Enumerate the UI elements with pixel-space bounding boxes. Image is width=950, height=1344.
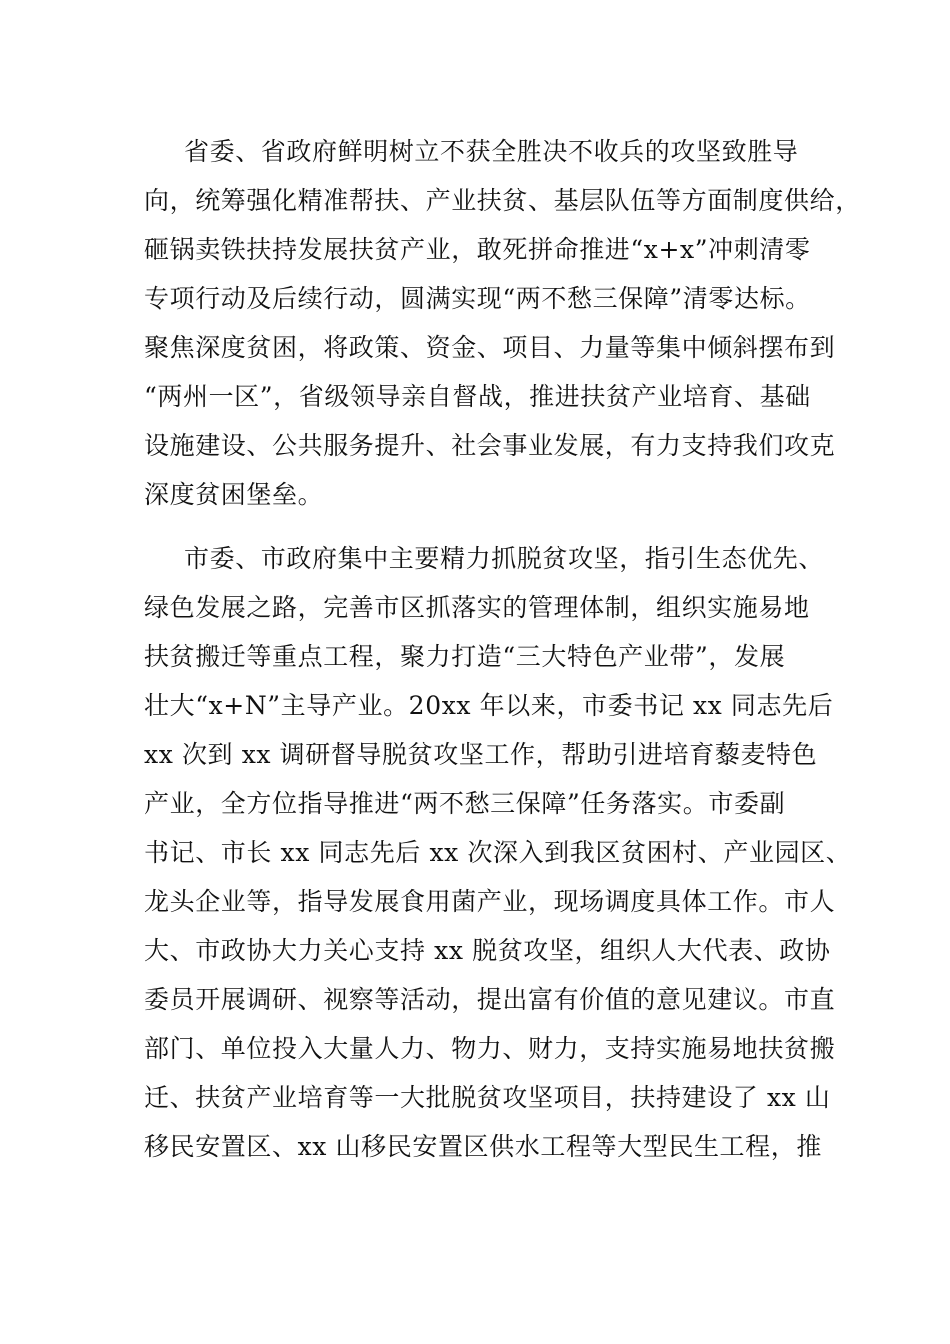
text-line: 市委、市政府集中主要精力抓脱贫攻坚，指引生态优先、 [184, 544, 825, 573]
text-line: xx 次到 xx 调研督导脱贫攻坚工作，帮助引进培育藜麦特色 [144, 740, 818, 769]
text-line: 深度贫困堡垒。 [144, 480, 324, 509]
text-line: 设施建设、公共服务提升、社会事业发展，有力支持我们攻克 [144, 431, 836, 460]
text-line: 砸锅卖铁扶持发展扶贫产业，敢死拼命推进“x+x”冲刺清零 [144, 235, 811, 264]
text-line: 向，统筹强化精准帮扶、产业扶贫、基层队伍等方面制度供给， [144, 186, 861, 215]
text-line: 大、市政协大力关心支持 xx 脱贫攻坚，组织人大代表、政协 [144, 936, 831, 965]
paragraph-municipal-support [144, 534, 852, 1171]
text-line: 聚焦深度贫困，将政策、资金、项目、力量等集中倾斜摆布到 [144, 333, 836, 362]
text-line: 部门、单位投入大量人力、物力、财力，支持实施易地扶贫搬 [144, 1034, 836, 1063]
text-line: 专项行动及后续行动，圆满实现“两不愁三保障”清零达标。 [144, 284, 811, 313]
text-line: 龙头企业等，指导发展食用菌产业，现场调度具体工作。市人 [144, 887, 836, 916]
text-line: 移民安置区、xx 山移民安置区供水工程等大型民生工程，推 [144, 1132, 822, 1161]
text-line: 省委、省政府鲜明树立不获全胜决不收兵的攻坚致胜导 [184, 137, 799, 166]
text-line: 扶贫搬迁等重点工程，聚力打造“三大特色产业带”，发展 [144, 642, 786, 671]
text-line: 委员开展调研、视察等活动，提出富有价值的意见建议。市直 [144, 985, 836, 1014]
text-line: 书记、市长 xx 同志先后 xx 次深入到我区贫困村、产业园区、 [144, 838, 852, 867]
text-line: 壮大“x+N”主导产业。20xx 年以来，市委书记 xx 同志先后 [144, 691, 834, 720]
paragraph-provincial-support [144, 127, 861, 519]
text-line: “两州一区”，省级领导亲自督战，推进扶贫产业培育、基础 [144, 382, 811, 411]
text-line: 产业，全方位指导推进“两不愁三保障”任务落实。市委副 [144, 789, 786, 818]
text-line: 迁、扶贫产业培育等一大批脱贫攻坚项目，扶持建设了 xx 山 [144, 1083, 831, 1112]
text-line: 绿色发展之路，完善市区抓落实的管理体制，组织实施易地 [144, 593, 810, 622]
